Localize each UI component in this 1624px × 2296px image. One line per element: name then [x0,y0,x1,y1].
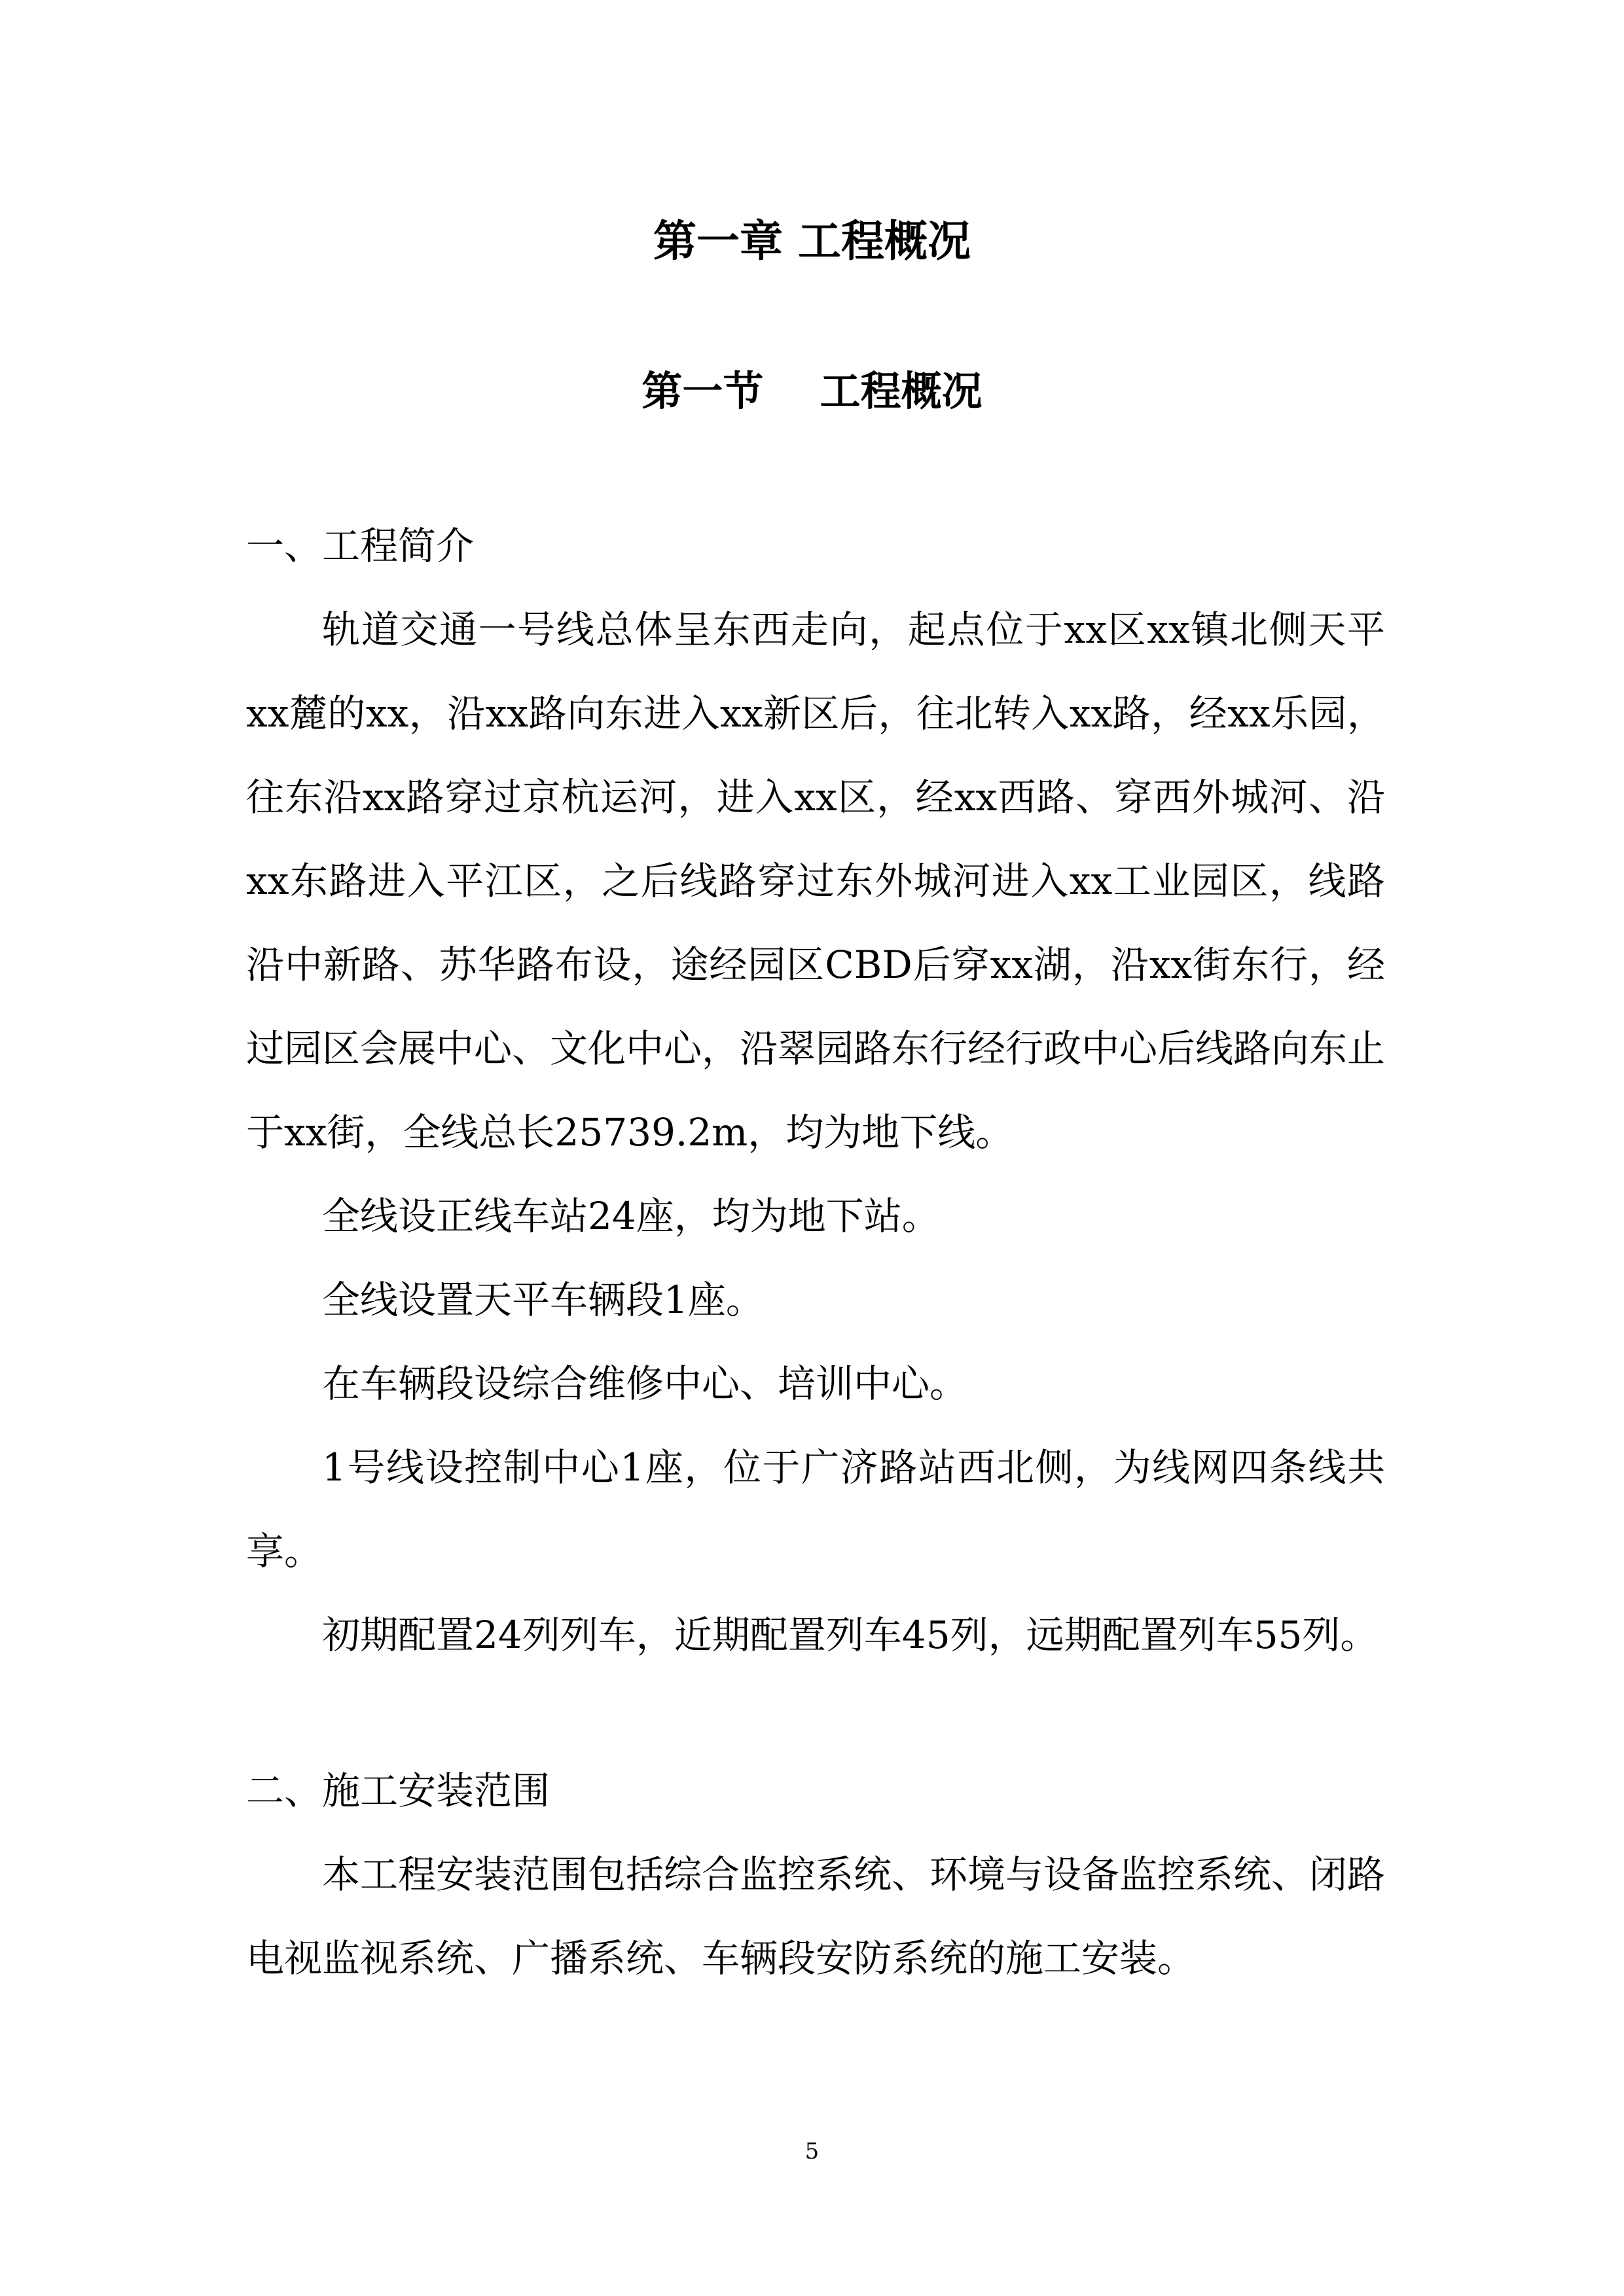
chapter-title: 第一章 工程概况 [653,215,971,266]
paragraph-installation-scope: 本工程安装范围包括综合监控系统、环境与设备监控系统、闭路电视监视系统、广播系统、车辆段安防系统的施工安装。 [246,1852,1386,1981]
section-title: 第一节 工程概况 [641,367,983,415]
paragraph-maintenance-center: 在车辆段设综合维修中心、培训中心。 [322,1361,968,1406]
paragraph-depot: 全线设置天平车辆段1座。 [322,1278,764,1322]
paragraph-trains: 初期配置24列列车，近期配置列车45列，远期配置列车55列。 [322,1613,1379,1657]
paragraph-control-center: 1号线设控制中心1座，位于广济路站西北侧，为线网四条线共享。 [246,1445,1385,1573]
paragraph-stations: 全线设正线车站24座，均为地下站。 [322,1194,940,1238]
section-spacer [246,1677,1385,1749]
subsection-heading-scope: 二、施工安装范围 [246,1768,550,1813]
page-number: 5 [804,2138,820,2164]
subsection-heading-overview: 一、工程简介 [246,524,475,568]
document-body [246,504,1385,2000]
paragraph-line-route: 轨道交通一号线总体呈东西走向，起点位于xx区xx镇北侧天平xx麓的xx，沿xx路向东进入xx新区后，往北转入xx路，经xx乐园，往东沿xx路穿过京杭运河，进入xx区，经xx西路、穿西外城河、沿xx东路进入平江区，之后线路穿过东外城河进入xx工业园区，线路沿中新路、苏华路布设，途经园区CBD后穿xx湖，沿xx街东行，经过园区会展中心、文化中心，沿翠园路东行经行政中心后线路向东止于xx街，全线总长25739.2m，均为地下线。 [246,607,1386,1155]
